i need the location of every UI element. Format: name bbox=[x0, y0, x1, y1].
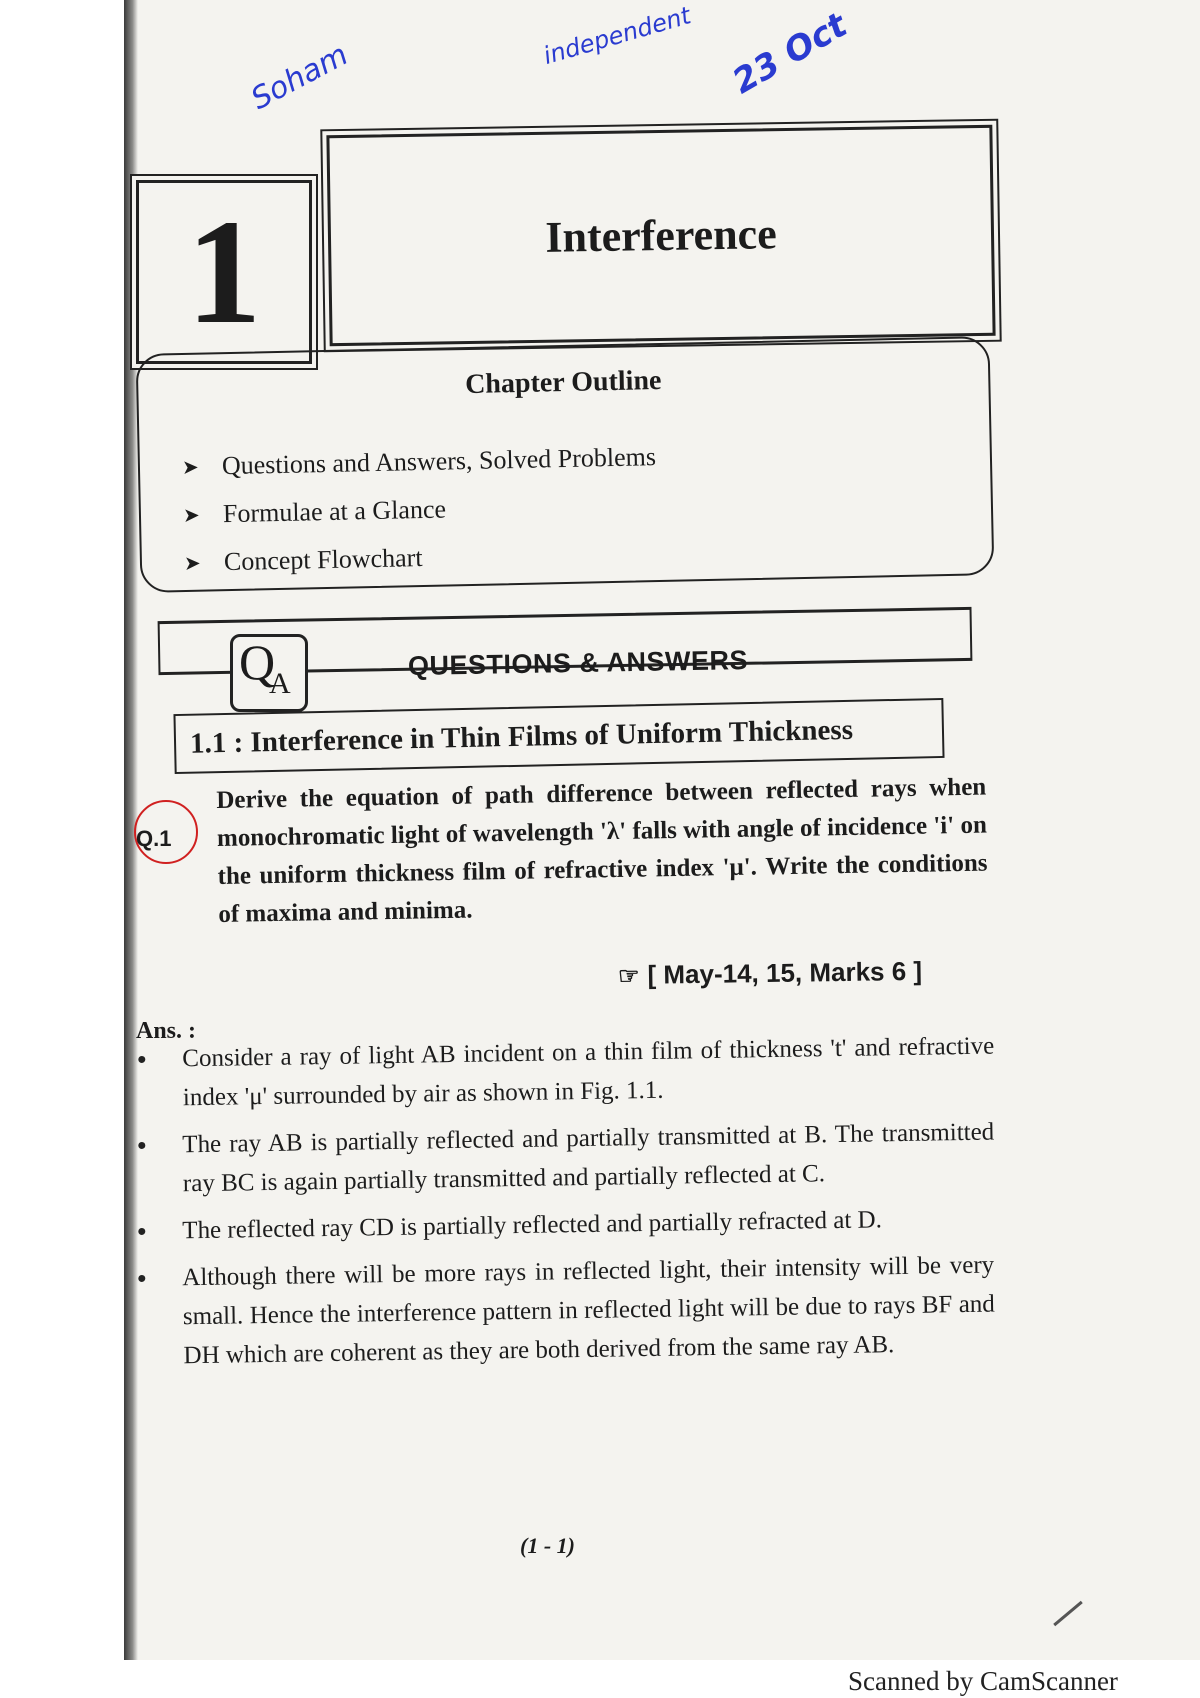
qa-badge-icon bbox=[230, 634, 308, 712]
scanner-watermark: Scanned by CamScanner bbox=[848, 1666, 1118, 1696]
page-number: (1 - 1) bbox=[520, 1533, 575, 1558]
answer-point: Although there will be more rays in reflected light, their intensity will be very small. Hence the interference pattern in reflected light will be due to rays BF and DH which are coherent as they are both derived from the same ray AB. bbox=[182, 1251, 996, 1370]
question-text: Derive the equation of path difference between reflected rays when monochromatic light of wavelength 'λ' falls with angle of incidence 'i' on the uniform thickness film of refractive index 'μ'. Write the conditions of maxima and minima. bbox=[216, 773, 988, 928]
handwritten-date: 23 Oct bbox=[726, 5, 854, 102]
answer-point: Consider a ray of light AB incident on a thin film of thickness 't' and refractive index 'μ' surrounded by air as shown in Fig. 1.1. bbox=[182, 1032, 995, 1112]
chevron-right-icon: ➤ bbox=[182, 504, 200, 527]
handwritten-name: Soham bbox=[245, 37, 354, 117]
outline-item-label: Questions and Answers, Solved Problems bbox=[221, 442, 657, 481]
qa-heading: QUESTIONS & ANSWERS bbox=[407, 645, 749, 681]
list-item bbox=[138, 1246, 996, 1376]
bullet-icon bbox=[138, 1056, 145, 1063]
chapter-title-box bbox=[326, 125, 995, 346]
answer-point: The ray AB is partially reflected and partially transmitted at B. The transmitted ray BC is again partially transmitted and partially reflected at C. bbox=[182, 1118, 995, 1198]
outline-item-label: Concept Flowchart bbox=[223, 543, 423, 577]
handwritten-note: independent bbox=[540, 1, 694, 70]
chevron-right-icon: ➤ bbox=[181, 456, 199, 479]
question-reference bbox=[618, 956, 922, 991]
list-item bbox=[138, 1027, 995, 1118]
chapter-outline-heading: Chapter Outline bbox=[464, 364, 662, 401]
question-label: Q.1 bbox=[136, 826, 172, 851]
list-item bbox=[183, 529, 658, 587]
list-item bbox=[138, 1199, 995, 1251]
answer-point: The reflected ray CD is partially reflected and partially refracted at D. bbox=[182, 1206, 883, 1245]
chapter-number-box bbox=[136, 180, 312, 364]
chapter-number: 1 bbox=[186, 189, 262, 355]
outline-item-label: Formulae at a Glance bbox=[222, 494, 447, 529]
list-item bbox=[138, 1113, 995, 1204]
chapter-outline-list bbox=[181, 433, 658, 587]
qa-badge-a: A bbox=[269, 667, 291, 700]
bullet-icon bbox=[138, 1228, 145, 1235]
chevron-right-icon: ➤ bbox=[183, 552, 201, 575]
chapter-title: Interference bbox=[544, 209, 778, 262]
pointing-hand-icon: ☞ bbox=[617, 962, 640, 991]
bullet-icon bbox=[138, 1142, 145, 1149]
bullet-icon bbox=[138, 1275, 145, 1282]
section-title: 1.1 : Interference in Thin Films of Uniform Thickness bbox=[189, 713, 854, 760]
chapter-outline-box bbox=[136, 336, 995, 593]
question-reference-text: [ May-14, 15, Marks 6 ] bbox=[647, 955, 923, 990]
answer-label: Ans. : bbox=[136, 1018, 197, 1044]
qa-badge-q: Q bbox=[239, 634, 276, 690]
answer-list bbox=[138, 1032, 996, 1376]
